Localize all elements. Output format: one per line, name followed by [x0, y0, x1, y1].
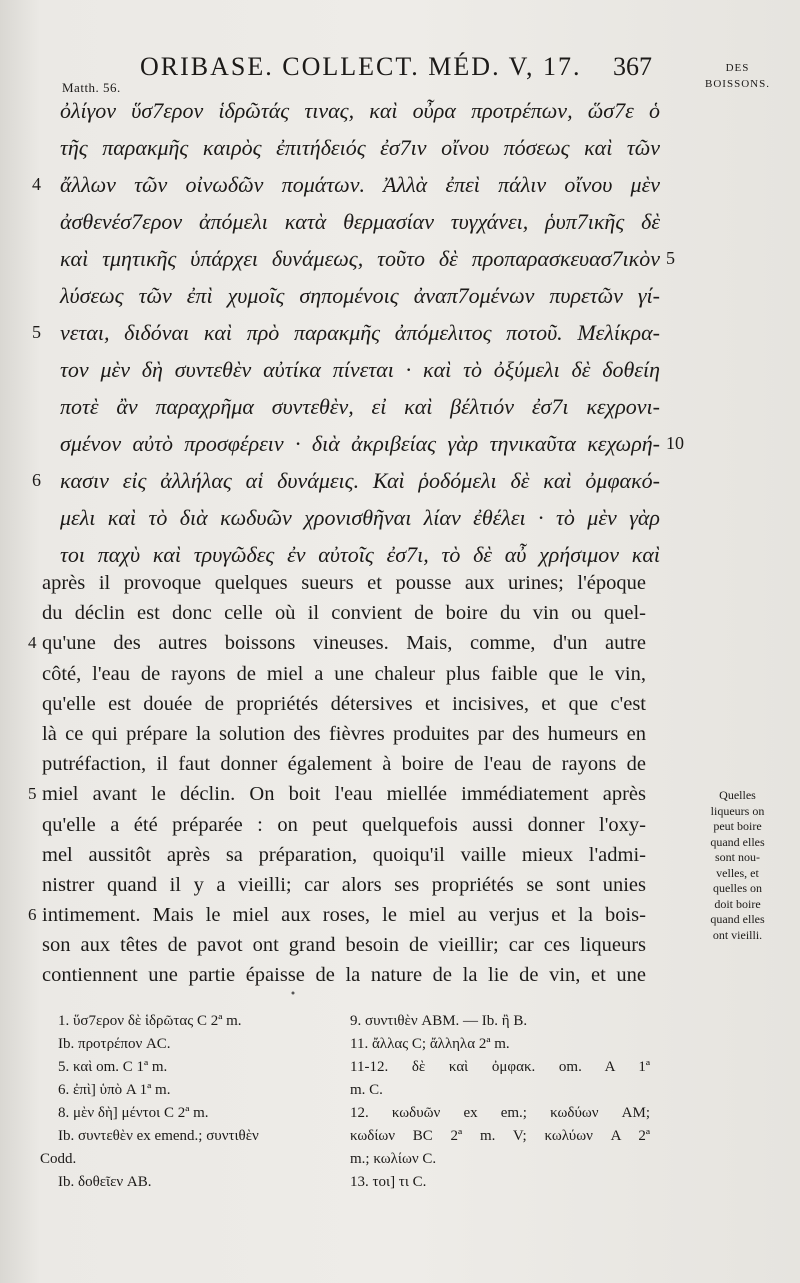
footnote: Ib. δοθεῖεν AB. [58, 1174, 152, 1190]
line-number-left: 4 [28, 633, 37, 653]
greek-line [60, 499, 660, 536]
footnotes-left [40, 1010, 340, 1194]
topic-line: DES [725, 62, 750, 74]
french-line [42, 689, 646, 719]
french-line [28, 779, 646, 809]
greek-line-text: μελι καὶ τὸ διὰ κωδυῶν χρονισθῆναι λίαν ἐθέλει · τὸ μὲν γὰρ [60, 505, 660, 530]
footnote: 1. ὕσ7ερον δὲ ἱδρῶτας C 2ª m. [58, 1013, 242, 1029]
line-number-left: 6 [28, 905, 37, 925]
greek-text [32, 92, 684, 573]
greek-line [60, 277, 660, 314]
french-line [42, 960, 646, 990]
greek-line [32, 314, 660, 351]
french-line-text: après il provoque quelques sueurs et pousse aux urines; l'époque [42, 572, 646, 594]
french-line-text: son aux têtes de pavot ont grand besoin de vieillir; car ces liqueurs [42, 934, 646, 957]
line-number-left: 5 [28, 784, 37, 804]
french-line-text: côté, l'eau de rayons de miel a une chaleur plus faible que le vin, [42, 662, 646, 685]
divider-dot [290, 990, 296, 996]
french-line-text: putréfaction, il faut donner également à boire de l'eau de rayons de [42, 753, 646, 776]
margin-note-line: velles, et [716, 865, 759, 880]
footnote: 12. κωδυῶν ex em.; κωδύων AM; [350, 1105, 650, 1121]
greek-line-text: ποτὲ ἂν παραχρῆμα συντεθὲν, εἰ καὶ βέλτιόν ἐσ7ι κεχρονι- [60, 394, 660, 419]
footnote: 9. συντιθὲν ABM. — Ib. ἢ B. [350, 1013, 528, 1029]
greek-line [60, 425, 684, 462]
greek-line [60, 351, 660, 388]
greek-line-text: τοι παχὺ καὶ τρυγῶδες ἐν αὐτοῖς ἐσ7ι, τὸ δὲ αὖ χρήσιμον καὶ [60, 542, 660, 567]
greek-line-text: τῆς παρακμῆς καιρὸς ἐπιτήδειός ἐσ7ιν οἴνου πόσεως καὶ τῶν [60, 135, 660, 160]
french-line [42, 749, 646, 779]
french-translation [28, 568, 646, 991]
greek-line [60, 129, 660, 166]
margin-note-line: ont vieilli. [712, 927, 763, 942]
line-number-left: 5 [32, 322, 41, 342]
french-line-text: miel avant le déclin. On boit l'eau miellée immédiatement après [42, 783, 646, 806]
french-line [42, 659, 646, 689]
running-title: ORIBASE. COLLECT. MÉD. V, 17. [140, 52, 582, 81]
footnote: m. C. [350, 1082, 383, 1098]
greek-line-text: νεται, διδόναι καὶ πρὸ παρακμῆς ἀπόμελιτος ποτοῦ. Μελίκρα- [60, 320, 660, 345]
greek-line [60, 92, 660, 129]
french-line-text: là ce qui prépare la solution des fièvres produites par des humeurs en [42, 722, 646, 745]
margin-note-line: quand elles [710, 834, 765, 849]
footnote: m.; κωλίων C. [350, 1151, 437, 1167]
footnote: 11-12. δὲ καὶ ὀμφακ. om. A 1ª [350, 1059, 650, 1075]
greek-line-text: ὀλίγον ὕσ7ερον ἱδρῶτάς τινας, καὶ οὖρα προτρέπων, ὥσ7ε ὁ [60, 98, 660, 123]
greek-line [60, 240, 675, 277]
french-line-text: mel aussitôt après sa préparation, quoiqu'il vaille mieux l'admi- [42, 843, 646, 866]
french-line [28, 900, 646, 930]
footnote: Codd. [40, 1151, 77, 1167]
greek-line-text: ἄλλων τῶν οἰνωδῶν πομάτων. Ἀλλὰ ἐπεὶ πάλιν οἴνου μὲν [60, 172, 660, 197]
margin-note-line: doit boire [714, 896, 761, 911]
footnote: κωδίων BC 2ª m. V; κωλύων A 2ª [350, 1128, 650, 1144]
greek-line-text: καὶ τμητικῆς ὑπάρχει δυνάμεως, τοῦτο δὲ προπαρασκευασ7ικὸν [60, 246, 660, 271]
french-line [28, 628, 646, 658]
footnote: 8. μὲν δὴ] μέντοι C 2ª m. [58, 1105, 209, 1121]
margin-note-line: sont nou- [715, 850, 760, 864]
french-line-text: intimement. Mais le miel aux roses, le miel au verjus et la bois- [42, 904, 646, 927]
french-line [42, 840, 646, 870]
margin-note-line: quelles on [713, 881, 762, 895]
french-line [42, 568, 646, 598]
margin-note-line: Quelles [719, 788, 756, 802]
french-line [42, 719, 646, 749]
french-line-text: qu'elle a été préparée : on peut quelquefois aussi donner l'oxy- [42, 813, 646, 836]
french-line [42, 870, 646, 900]
line-number-left: 4 [32, 174, 41, 194]
margin-note-line: quand elles [710, 912, 765, 926]
greek-line [60, 388, 660, 425]
french-line-text: qu'une des autres boissons vineuses. Mais, comme, d'un autre [42, 632, 646, 655]
footnote: Ib. προτρέπον AC. [58, 1036, 171, 1052]
running-header [120, 52, 660, 88]
footnotes-right [350, 1010, 650, 1194]
french-line-text: du déclin est donc celle où il convient de boire du vin ou quel- [42, 602, 646, 625]
french-line-text: contiennent une partie épaisse de la nature de la lie de vin, et une [42, 964, 646, 987]
margin-note-line: liqueurs on [710, 803, 765, 818]
page-number: 367 [613, 52, 652, 81]
line-number-left: 6 [32, 470, 41, 490]
margin-note [700, 788, 775, 943]
edition-reference: Matth. 56. [62, 80, 121, 95]
greek-line-text: λύσεως τῶν ἐπὶ χυμοῖς σηπομένοις ἀναπ7ομένων πυρετῶν γί- [60, 283, 660, 308]
footnote: 5. καὶ om. C 1ª m. [58, 1059, 168, 1075]
greek-line [60, 203, 660, 240]
footnote: 13. τοι] τι C. [350, 1174, 427, 1190]
greek-line-text: κασιν εἰς ἀλλήλας αἱ δυνάμεις. Καὶ ῥοδόμελι δὲ καὶ ὀμφακό- [60, 468, 660, 493]
greek-line-text: σμένον αὐτὸ προσφέρειν · διὰ ἀκριβείας γὰρ τηνικαῦτα κεχωρή- [60, 431, 660, 456]
french-line [42, 598, 646, 628]
topic-heading [700, 60, 775, 92]
greek-line-text: ἀσθενέσ7ερον ἀπόμελι κατὰ θερμασίαν τυγχάνει, ῥυπ7ικῆς δὲ [60, 209, 660, 234]
footnote: Ib. συντεθὲν ex emend.; συντιθὲν [58, 1128, 259, 1144]
footnote: 11. ἄλλας C; ἄλληλα 2ª m. [350, 1036, 510, 1052]
greek-line [32, 462, 660, 499]
greek-line-text: τον μὲν δὴ συντεθὲν αὐτίκα πίνεται · καὶ τὸ ὀξύμελι δὲ δοθείη [60, 357, 660, 382]
french-line-text: qu'elle est douée de propriétés détersives et incisives, et que c'est [42, 692, 646, 715]
line-number-right: 10 [666, 433, 684, 453]
footnote: 6. ἐπὶ] ὑπὸ A 1ª m. [58, 1082, 171, 1098]
line-number-right: 5 [666, 248, 675, 268]
french-line [42, 930, 646, 960]
greek-line [32, 166, 660, 203]
topic-line: BOISSONS. [705, 78, 770, 90]
french-line [42, 810, 646, 840]
margin-note-line: peut boire [713, 819, 762, 833]
french-line-text: nistrer quand il y a vieilli; car alors ses propriétés se sont unies [42, 873, 646, 896]
